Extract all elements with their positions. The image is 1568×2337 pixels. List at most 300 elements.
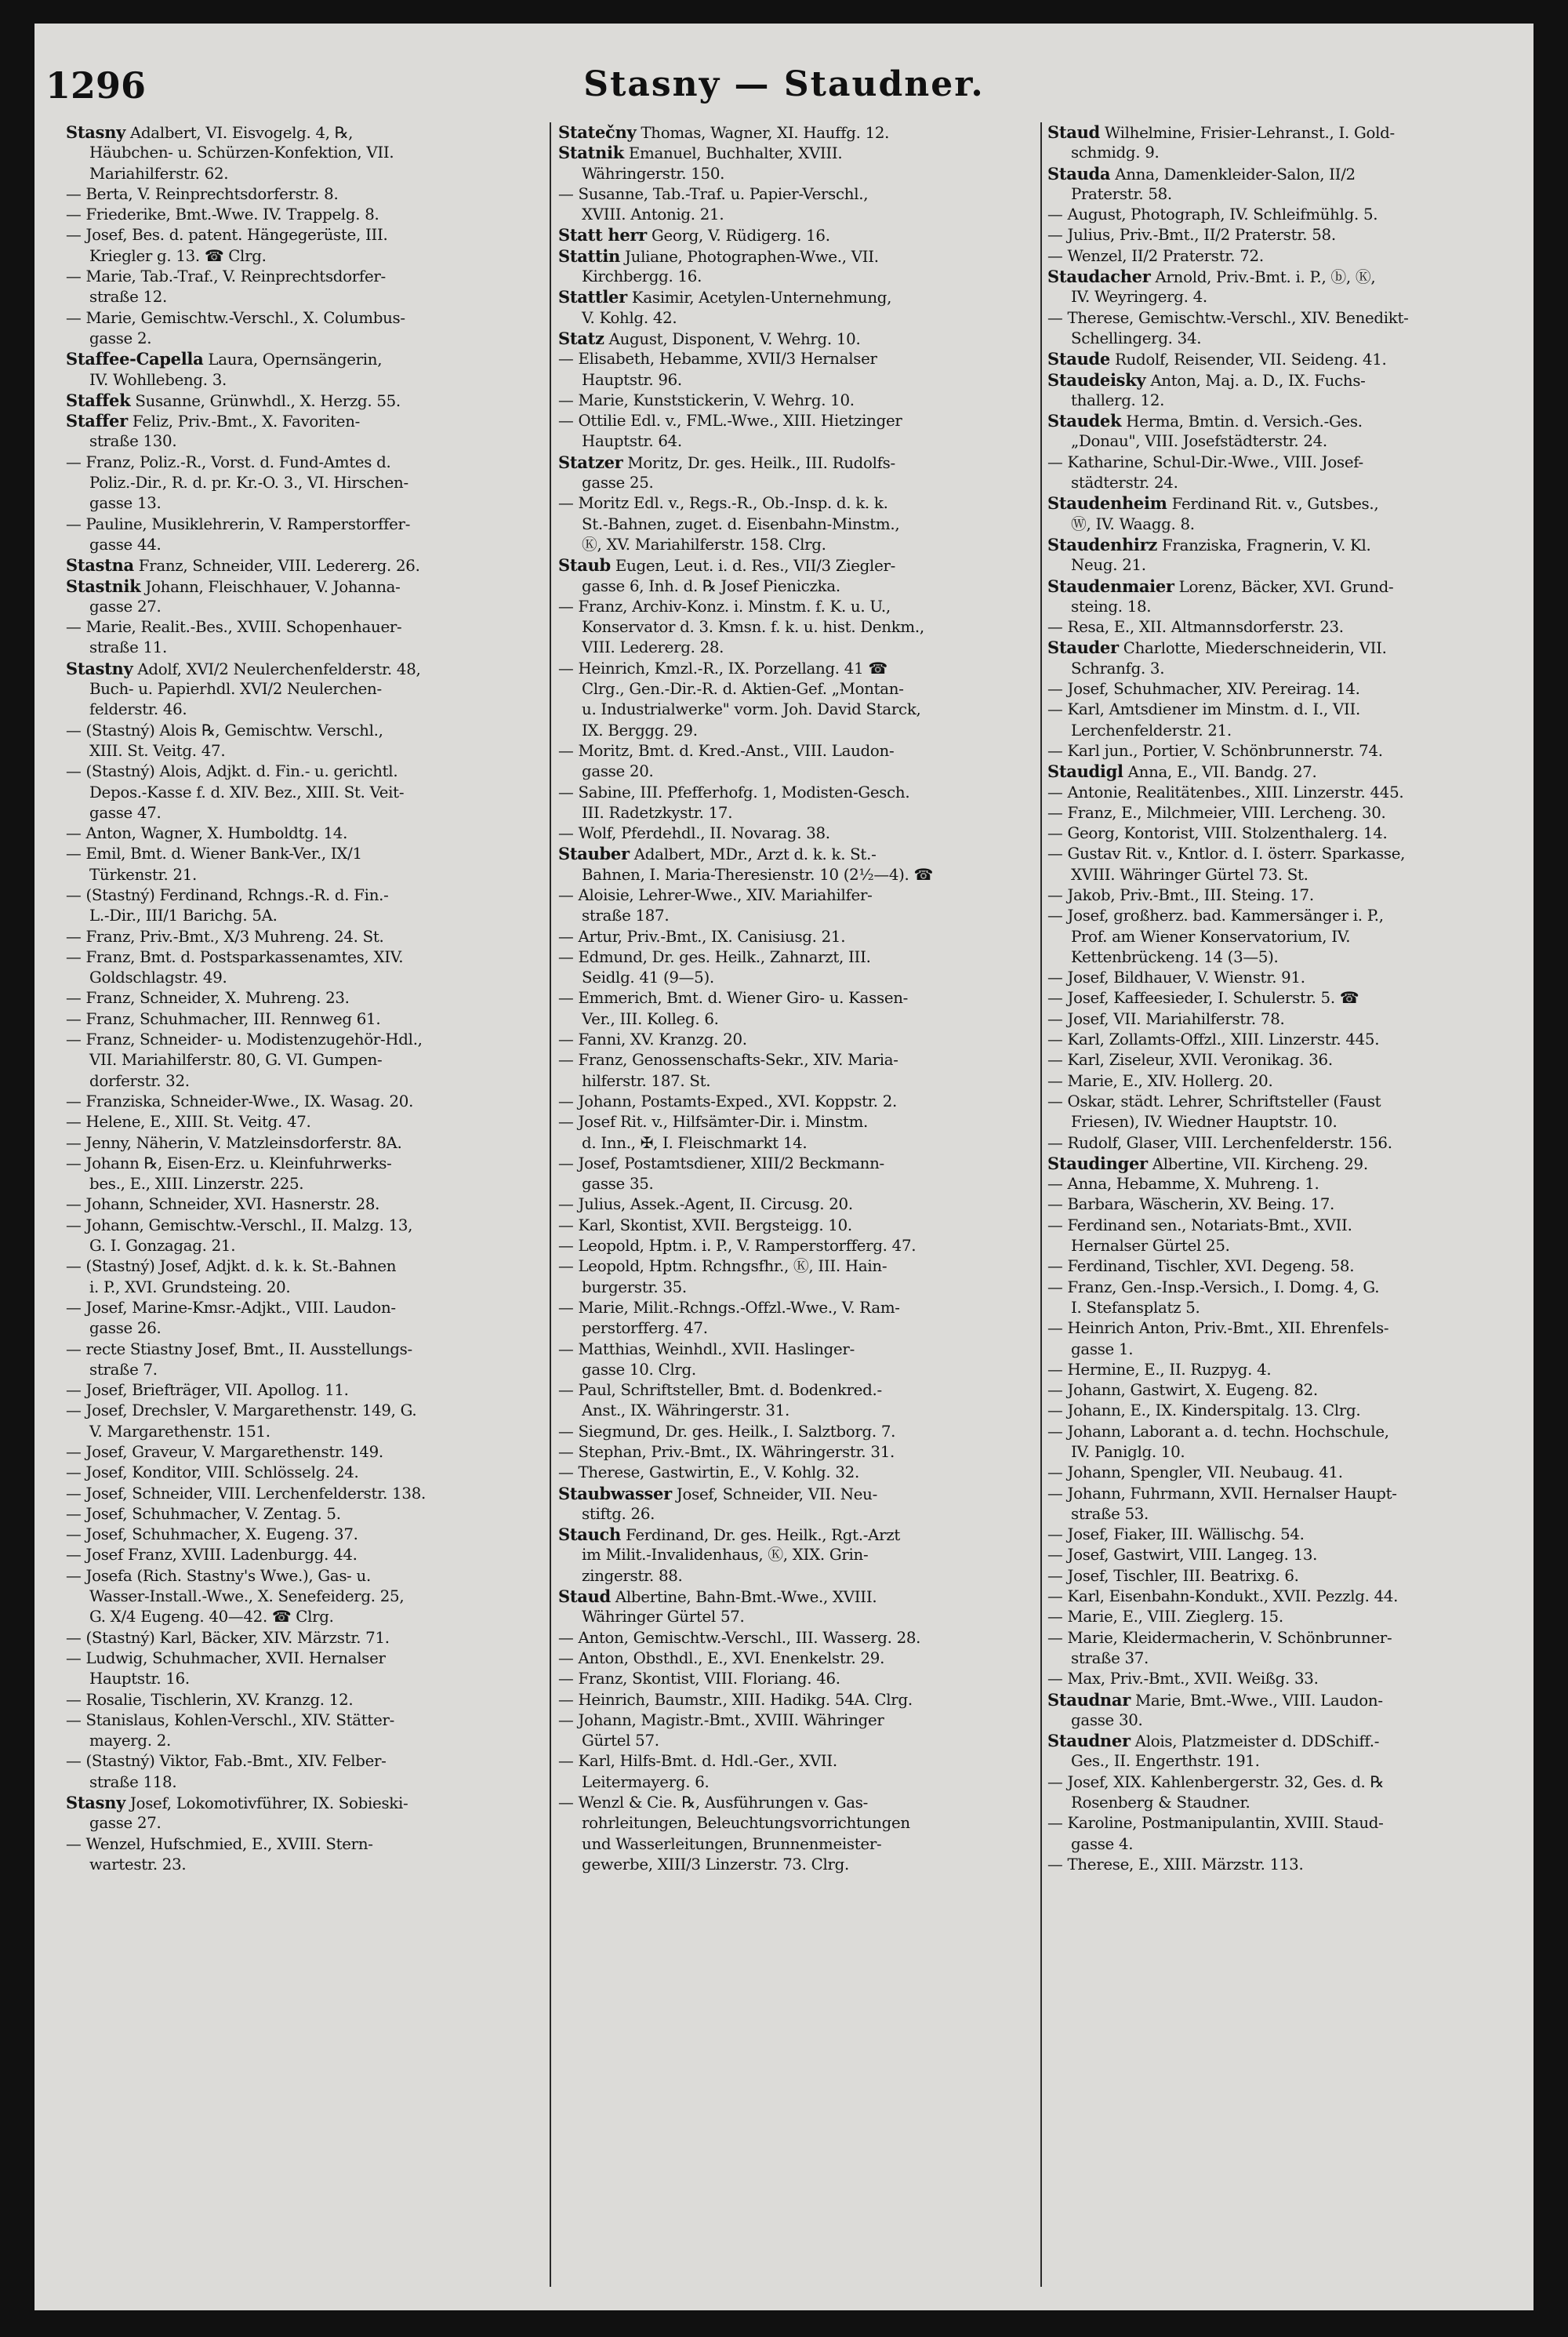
entry-continuation-line [558, 473, 1035, 493]
entry-text: — Josef, Drechsler, V. Margarethenstr. 149, G. [66, 1401, 417, 1420]
entry-text: Anton, Maj. a. D., IX. Fuchs- [1145, 371, 1366, 390]
entry-text: — Pauline, Musiklehrerin, V. Ramperstorffer- [66, 514, 411, 533]
entry-text: Bahnen, I. Maria-Theresienstr. 10 (2½—4). ☎ [582, 865, 933, 884]
entry-text: — Julius, Priv.-Bmt., II/2 Praterstr. 58. [1047, 226, 1336, 245]
entry-line [558, 184, 1035, 205]
entry-line [558, 1463, 1035, 1483]
entry-text: — Barbara, Wäscherin, XV. Being. 17. [1047, 1195, 1335, 1214]
entry-continuation-line [558, 267, 1035, 287]
entry-line [66, 617, 543, 638]
entry-continuation-line [558, 1607, 1035, 1627]
entry-text: — Ottilie Edl. v., FML.-Wwe., XIII. Hietzinger [558, 412, 902, 431]
entry-line [66, 1092, 543, 1112]
entry-text: — Marie, Realit.-Bes., XVIII. Schopenhauer- [66, 618, 402, 637]
entry-continuation-line [66, 473, 543, 493]
entry-text: im Milit.-Invalidenhaus, Ⓚ, XIX. Grin- [582, 1546, 869, 1565]
entry-continuation-line [558, 721, 1035, 741]
entry-line [66, 927, 543, 947]
entry-text: hilferstr. 187. St. [582, 1071, 711, 1090]
entry-text: Konservator d. 3. Kmsn. f. k. u. hist. Denkm., [582, 618, 924, 637]
entry-continuation-line [66, 370, 543, 391]
entry-text: Hauptstr. 64. [582, 432, 682, 451]
entry-text: Rosenberg & Staudner. [1071, 1794, 1250, 1812]
entry-line [1047, 1463, 1529, 1483]
entry-line [558, 349, 1035, 369]
entry-text: wartestr. 23. [89, 1855, 187, 1874]
entry-text: Wasser-Install.-Wwe., X. Senefeiderg. 25, [89, 1587, 405, 1606]
entry-text: Eugen, Leut. i. d. Res., VII/3 Ziegler- [610, 557, 896, 576]
entry-continuation-line [1047, 1751, 1529, 1772]
entry-text: Seidlg. 41 (9—5). [582, 969, 714, 987]
entry-text: — Josef, Postamtsdiener, XIII/2 Beckmann- [558, 1154, 884, 1172]
entry-text: Ver., III. Kolleg. 6. [582, 1009, 719, 1028]
entry-text: Buch- u. Papierhdl. XVI/2 Neulerchen- [89, 680, 382, 699]
entry-text: — Josef Franz, XVIII. Ladenburgg. 44. [66, 1546, 358, 1565]
entry-continuation-line [1047, 721, 1529, 741]
entry-text: — Berta, V. Reinprechtsdorferstr. 8. [66, 184, 339, 203]
entry-line [558, 1154, 1035, 1174]
entry-line [1047, 1401, 1529, 1421]
entry-line [558, 1298, 1035, 1318]
entry-text: — Karl, Skontist, XVII. Bergsteigg. 10. [558, 1216, 852, 1234]
entry-text: IV. Wohllebeng. 3. [89, 370, 227, 389]
surname-headword: Staudigl [1047, 761, 1123, 782]
surname-headword: Stauder [1047, 638, 1119, 658]
entry-text: — Karoline, Postmanipulantin, XVIII. Staud- [1047, 1814, 1384, 1833]
entry-text: — Therese, Gemischtw.-Verschl., XIV. Benedikt- [1047, 308, 1409, 327]
entry-continuation-line [66, 1586, 543, 1607]
surname-headword: Staudenhirz [1047, 534, 1157, 554]
entry-text: Lerchenfelderstr. 21. [1071, 721, 1232, 740]
entry-text: — Josef, Konditor, VIII. Schlösselg. 24. [66, 1463, 359, 1482]
entry-continuation-line [558, 1401, 1035, 1421]
entry-text: — Antonie, Realitätenbes., XIII. Linzerstr. 445. [1047, 783, 1404, 801]
entry-continuation-line [66, 1318, 543, 1339]
entry-text: — Wenzl & Cie. ℞, Ausführungen v. Gas- [558, 1794, 868, 1812]
directory-column-1 [66, 122, 543, 2287]
entry-text: Kriegler g. 13. ☎ Clrg. [89, 246, 267, 265]
entry-line [558, 1339, 1035, 1360]
entry-line [66, 1154, 543, 1174]
surname-headword: Staudner [1047, 1731, 1131, 1751]
entry-line [66, 1380, 543, 1401]
entry-continuation-line [558, 1545, 1035, 1565]
entry-headword-line [66, 555, 543, 576]
entry-headword-line [1047, 370, 1529, 391]
surname-headword: Stattin [558, 245, 621, 266]
entry-text: L.-Dir., III/1 Barichg. 5A. [89, 907, 278, 925]
entry-line [558, 411, 1035, 431]
entry-headword-line [1047, 164, 1529, 184]
entry-text: — Karl, Hilfs-Bmt. d. Hdl.-Ger., XVII. [558, 1752, 837, 1771]
surname-headword: Staude [1047, 349, 1110, 369]
surname-headword: Staudenmaier [1047, 576, 1174, 596]
entry-text: straße 118. [89, 1772, 177, 1791]
entry-text: — Johann, Gastwirt, X. Eugeng. 82. [1047, 1381, 1318, 1400]
entry-text: Marie, Bmt.-Wwe., VIII. Laudon- [1130, 1691, 1383, 1710]
entry-continuation-line [66, 906, 543, 926]
surname-headword: Staubwasser [558, 1483, 672, 1503]
entry-text: — Georg, Kontorist, VIII. Stolzenthalerg. 14. [1047, 824, 1388, 843]
entry-continuation-line [66, 1669, 543, 1689]
entry-text: — Marie, Kleidermacherin, V. Schönbrunner- [1047, 1628, 1392, 1647]
entry-text: — Ludwig, Schuhmacher, XVII. Hernalser [66, 1648, 386, 1667]
entry-text: — Marie, E., XIV. Hollerg. 20. [1047, 1071, 1273, 1090]
entry-text: Neug. 21. [1071, 556, 1146, 575]
entry-continuation-line [66, 1071, 543, 1092]
surname-headword: Stastny [66, 658, 133, 678]
entry-continuation-line [1047, 514, 1529, 535]
entry-text: G. X/4 Eugeng. 40—42. ☎ Clrg. [89, 1608, 334, 1626]
entry-continuation-line [1047, 927, 1529, 947]
entry-continuation-line [1047, 1442, 1529, 1463]
entry-text: i. P., XVI. Grundsteing. 20. [89, 1278, 291, 1296]
entry-text: Juliane, Photographen-Wwe., VII. [620, 247, 879, 266]
entry-text: Adalbert, MDr., Arzt d. k. k. St.- [629, 845, 877, 864]
entry-continuation-line [66, 679, 543, 700]
entry-line [66, 1442, 543, 1463]
entry-text: — Franz, Bmt. d. Postsparkassenamtes, XIV. [66, 947, 404, 966]
entry-line [1047, 885, 1529, 906]
entry-text: — Stanislaus, Kohlen-Verschl., XIV. Stätter- [66, 1710, 395, 1729]
entry-text: Thomas, Wagner, XI. Hauffg. 12. [636, 124, 890, 142]
entry-text: G. I. Gonzagag. 21. [89, 1237, 236, 1256]
entry-text: — Franz, Archiv-Konz. i. Minstm. f. K. u. U., [558, 597, 891, 616]
entry-text: — Anton, Wagner, X. Humboldtg. 14. [66, 824, 348, 843]
entry-continuation-line [66, 1855, 543, 1875]
entry-continuation-line [66, 1607, 543, 1627]
entry-continuation-line [558, 1504, 1035, 1525]
entry-text: — Resa, E., XII. Altmannsdorferstr. 23. [1047, 618, 1344, 637]
entry-text: — Matthias, Weinhdl., XVII. Haslinger- [558, 1339, 855, 1358]
entry-continuation-line [66, 143, 543, 163]
entry-continuation-line [558, 205, 1035, 225]
entry-text: — (Stastný) Viktor, Fab.-Bmt., XIV. Felber- [66, 1752, 387, 1771]
surname-headword: Statzer [558, 452, 623, 472]
entry-continuation-line [558, 617, 1035, 638]
entry-text: Währinger Gürtel 57. [582, 1608, 745, 1626]
entry-continuation-line [558, 1318, 1035, 1339]
entry-text: — Josef, XIX. Kahlenbergerstr. 32, Ges. d. ℞ [1047, 1772, 1384, 1791]
entry-text: Rudolf, Reisender, VII. Seideng. 41. [1110, 351, 1387, 369]
entry-line [1047, 225, 1529, 245]
entry-continuation-line [66, 1422, 543, 1442]
entry-continuation-line [1047, 555, 1529, 576]
entry-line [1047, 1194, 1529, 1215]
entry-text: — Rudolf, Glaser, VIII. Lerchenfelderstr. 156. [1047, 1133, 1392, 1152]
entry-line [1047, 1133, 1529, 1154]
entry-text: — Anton, Gemischtw.-Verschl., III. Wasserg. 28. [558, 1628, 921, 1647]
entry-text: — Leopold, Hptm. i. P., V. Ramperstorfferg. 47. [558, 1237, 916, 1256]
entry-line [558, 988, 1035, 1009]
entry-line [66, 1256, 543, 1277]
entry-line [1047, 1669, 1529, 1689]
entry-continuation-line [1047, 143, 1529, 163]
surname-headword: Statt herr [558, 225, 647, 245]
entry-text: V. Kohlg. 42. [582, 308, 677, 327]
entry-text: schmidg. 9. [1071, 144, 1160, 162]
entry-line [66, 947, 543, 968]
entry-text: — Marie, Milit.-Rchngs.-Offzl.-Wwe., V. Ram- [558, 1298, 900, 1317]
entry-continuation-line [558, 803, 1035, 823]
entry-text: — Johann, E., IX. Kinderspitalg. 13. Clrg. [1047, 1401, 1361, 1420]
entry-line [558, 1628, 1035, 1648]
entry-text: gasse 47. [89, 803, 162, 822]
entry-text: perstorfferg. 47. [582, 1319, 708, 1338]
entry-line [66, 1648, 543, 1669]
entry-text: — Siegmund, Dr. ges. Heilk., I. Salztborg. 7. [558, 1422, 896, 1441]
entry-text: Herma, Bmtin. d. Versich.-Ges. [1121, 413, 1363, 431]
entry-text: — Marie, E., VIII. Zieglerg. 15. [1047, 1608, 1283, 1626]
entry-text: Ⓦ, IV. Waagg. 8. [1071, 514, 1195, 533]
entry-line [1047, 1607, 1529, 1627]
entry-continuation-line [66, 164, 543, 184]
entry-text: — Josef, Schuhmacher, V. Zentag. 5. [66, 1504, 341, 1523]
entry-text: u. Industrialwerke" vorm. Joh. David Starck, [582, 700, 921, 719]
entry-text: — Johann, Fuhrmann, XVII. Hernalser Haupt- [1047, 1484, 1397, 1503]
entry-line [1047, 1586, 1529, 1607]
entry-line [1047, 1484, 1529, 1504]
entry-line [66, 267, 543, 287]
entry-line [66, 1545, 543, 1565]
surname-headword: Stasny [66, 122, 125, 142]
entry-line [66, 514, 543, 535]
surname-headword: Statečny [558, 122, 637, 142]
running-head: Stasny — Staudner. [583, 64, 985, 104]
entry-continuation-line [66, 329, 543, 349]
entry-text: gasse 30. [1071, 1710, 1143, 1729]
entry-headword-line [1047, 1154, 1529, 1174]
entry-text: Albertine, VII. Kircheng. 29. [1147, 1154, 1368, 1173]
entry-line [558, 1669, 1035, 1689]
entry-text: gasse 27. [89, 597, 162, 616]
entry-line [558, 597, 1035, 617]
entry-text: thallerg. 12. [1071, 391, 1165, 409]
entry-text: gasse 13. [89, 494, 162, 513]
entry-continuation-line [558, 679, 1035, 700]
entry-line [1047, 1545, 1529, 1565]
entry-continuation-line [558, 1566, 1035, 1586]
entry-headword-line [66, 349, 543, 369]
entry-text: — Hermine, E., II. Ruzpyg. 4. [1047, 1360, 1272, 1379]
entry-line [1047, 1855, 1529, 1875]
entry-text: gasse 35. [582, 1175, 654, 1194]
entry-line [66, 885, 543, 906]
entry-text: — Ferdinand, Tischler, XVI. Degeng. 58. [1047, 1257, 1355, 1276]
entry-text: — Heinrich, Baumstr., XIII. Hadikg. 54A. Clrg. [558, 1690, 913, 1709]
entry-continuation-line [66, 535, 543, 555]
entry-continuation-line [1047, 1298, 1529, 1318]
entry-line [1047, 1566, 1529, 1586]
entry-text: — recte Stiastny Josef, Bmt., II. Ausstellungs- [66, 1339, 412, 1358]
entry-text: XVIII. Antonig. 21. [582, 205, 724, 224]
surname-headword: Stattler [558, 287, 627, 307]
entry-text: städterstr. 24. [1071, 474, 1178, 492]
entry-line [66, 1339, 543, 1360]
entry-text: — Wenzel, Hufschmied, E., XVIII. Stern- [66, 1834, 373, 1853]
entry-continuation-line [66, 246, 543, 267]
entry-headword-line [558, 844, 1035, 864]
entry-text: — Johann, Magistr.-Bmt., XVIII. Währinger [558, 1710, 884, 1729]
entry-text: Kirchbergg. 16. [582, 267, 702, 286]
entry-text: — (Stastný) Karl, Bäcker, XIV. Märzstr. 71. [66, 1628, 390, 1647]
directory-column-3 [1047, 122, 1529, 2287]
entry-text: straße 130. [89, 432, 177, 451]
entry-headword-line [1047, 761, 1529, 782]
entry-line [66, 761, 543, 782]
entry-line [558, 493, 1035, 514]
entry-text: gewerbe, XIII/3 Linzerstr. 73. Clrg. [582, 1855, 850, 1874]
entry-line [558, 1751, 1035, 1772]
entry-line [66, 1401, 543, 1421]
entry-line [66, 452, 543, 473]
entry-line [66, 1463, 543, 1483]
entry-text: — Josef, Tischler, III. Beatrixg. 6. [1047, 1566, 1299, 1585]
entry-text: — Karl, Zollamts-Offzl., XIII. Linzerstr. 445. [1047, 1030, 1380, 1049]
surname-headword: Stauda [1047, 163, 1111, 184]
entry-line [558, 1194, 1035, 1215]
entry-continuation-line [1047, 1710, 1529, 1731]
entry-text: Arnold, Priv.-Bmt. i. P., ⓑ, Ⓚ, [1150, 268, 1376, 287]
entry-continuation-line [66, 803, 543, 823]
entry-text: gasse 27. [89, 1814, 162, 1833]
entry-line [66, 1030, 543, 1050]
entry-text: IV. Weyringerg. 4. [1071, 288, 1207, 307]
entry-text: Feliz, Priv.-Bmt., X. Favoriten- [127, 413, 361, 431]
entry-text: Ⓚ, XV. Mariahilferstr. 158. Clrg. [582, 535, 826, 554]
entry-text: Georg, V. Rüdigerg. 16. [646, 227, 830, 245]
entry-text: Clrg., Gen.-Dir.-R. d. Aktien-Gef. „Montan- [582, 680, 904, 699]
entry-text: Friesen), IV. Wiedner Hauptstr. 10. [1071, 1113, 1338, 1132]
entry-line [66, 1112, 543, 1132]
entry-text: IX. Berggg. 29. [582, 721, 698, 740]
entry-text: Praterstr. 58. [1071, 184, 1172, 203]
column-rule [550, 122, 551, 2287]
directory-page [34, 24, 1534, 2310]
entry-line [1047, 906, 1529, 926]
entry-line [558, 1030, 1035, 1050]
entry-continuation-line [1047, 1504, 1529, 1525]
entry-line [558, 659, 1035, 679]
entry-line [1047, 1256, 1529, 1277]
entry-continuation-line [66, 700, 543, 720]
entry-line [66, 1710, 543, 1731]
entry-text: — Artur, Priv.-Bmt., IX. Canisiusg. 21. [558, 927, 846, 946]
entry-text: XVIII. Währinger Gürtel 73. St. [1071, 865, 1308, 884]
entry-text: gasse 1. [1071, 1339, 1134, 1358]
entry-text: Susanne, Grünwhdl., X. Herzg. 55. [130, 391, 401, 410]
entry-text: — Josef, Marine-Kmsr.-Adjkt., VIII. Laudon- [66, 1298, 396, 1317]
entry-line [1047, 988, 1529, 1009]
entry-continuation-line [66, 1174, 543, 1194]
entry-text: straße 37. [1071, 1648, 1149, 1667]
entry-text: — Franz, Priv.-Bmt., X/3 Muhreng. 24. St. [66, 927, 384, 946]
entry-continuation-line [1047, 184, 1529, 205]
entry-headword-line [558, 287, 1035, 307]
entry-text: straße 11. [89, 638, 168, 657]
entry-continuation-line [66, 1236, 543, 1256]
entry-continuation-line [66, 968, 543, 988]
surname-headword: Staudeisky [1047, 369, 1146, 390]
entry-text: d. Inn., ✠, I. Fleischmarkt 14. [582, 1133, 808, 1152]
entry-continuation-line [66, 1813, 543, 1834]
entry-continuation-line [558, 906, 1035, 926]
entry-line [66, 225, 543, 245]
entry-headword-line [1047, 638, 1529, 658]
entry-text: — Johann, Postamts-Exped., XVI. Koppstr. 2. [558, 1092, 898, 1110]
entry-text: Mariahilferstr. 62. [89, 164, 229, 183]
entry-continuation-line [558, 1009, 1035, 1030]
entry-text: — Franz, Skontist, VIII. Floriang. 46. [558, 1670, 840, 1688]
entry-line [558, 1050, 1035, 1070]
entry-continuation-line [1047, 865, 1529, 885]
entry-continuation-line [558, 1133, 1035, 1154]
entry-continuation-line [558, 164, 1035, 184]
entry-line [66, 1484, 543, 1504]
entry-text: stiftg. 26. [582, 1504, 655, 1523]
entry-text: Franziska, Fragnerin, V. Kl. [1157, 536, 1371, 554]
entry-continuation-line [66, 287, 543, 307]
entry-line [1047, 783, 1529, 803]
entry-line [1047, 246, 1529, 267]
entry-continuation-line [558, 1772, 1035, 1793]
entry-text: — (Stastný) Alois ℞, Gemischtw. Verschl., [66, 721, 383, 740]
entry-line [1047, 1380, 1529, 1401]
entry-continuation-line [66, 1772, 543, 1793]
entry-continuation-line [66, 741, 543, 761]
entry-line [1047, 1278, 1529, 1298]
entry-headword-line [66, 1793, 543, 1813]
entry-text: — Johann ℞, Eisen-Erz. u. Kleinfuhrwerks- [66, 1154, 392, 1172]
entry-text: — Aloisie, Lehrer-Wwe., XIV. Mariahilfer- [558, 885, 873, 904]
entry-continuation-line [558, 1174, 1035, 1194]
surname-headword: Staudacher [1047, 267, 1151, 287]
entry-continuation-line [558, 514, 1035, 535]
entry-text: — Johann, Spengler, VII. Neubaug. 41. [1047, 1463, 1343, 1482]
entry-text: Charlotte, Miederschneiderin, VII. [1118, 639, 1387, 658]
entry-line [558, 1710, 1035, 1731]
entry-line [1047, 823, 1529, 844]
entry-headword-line [1047, 349, 1529, 369]
surname-headword: Staudinger [1047, 1153, 1148, 1173]
entry-continuation-line [558, 865, 1035, 885]
entry-text: — Josef, Briefträger, VII. Apollog. 11. [66, 1381, 349, 1400]
entry-text: — Fanni, XV. Kranzg. 20. [558, 1030, 747, 1049]
entry-text: Anna, Damenkleider-Salon, II/2 [1110, 165, 1356, 184]
entry-text: Hauptstr. 16. [89, 1670, 190, 1688]
entry-line [1047, 803, 1529, 823]
entry-text: — Anna, Hebamme, X. Muhreng. 1. [1047, 1175, 1319, 1194]
entry-text: August, Disponent, V. Wehrg. 10. [604, 329, 861, 348]
entry-text: — Josef, Schuhmacher, XIV. Pereirag. 14. [1047, 680, 1360, 699]
page-number: 1296 [45, 64, 147, 107]
entry-text: Währingerstr. 150. [582, 164, 725, 183]
entry-text: — Gustav Rit. v., Kntlor. d. I. österr. Sparkasse, [1047, 845, 1406, 863]
entry-text: felderstr. 46. [89, 700, 187, 719]
entry-text: XIII. St. Veitg. 47. [89, 741, 226, 760]
entry-text: — Josef, großherz. bad. Kammersänger i. P., [1047, 907, 1384, 925]
entry-headword-line [558, 1586, 1035, 1607]
entry-text: — Rosalie, Tischlerin, XV. Kranzg. 12. [66, 1690, 354, 1709]
entry-line [1047, 1772, 1529, 1793]
entry-continuation-line [558, 1731, 1035, 1751]
entry-text: straße 187. [582, 907, 670, 925]
entry-line [558, 783, 1035, 803]
surname-headword: Statz [558, 328, 604, 348]
entry-text: gasse 2. [89, 329, 152, 347]
entry-text: Kettenbrückeng. 14 (3—5). [1071, 947, 1279, 966]
entry-text: Josef, Lokomotivführer, IX. Sobieski- [125, 1794, 408, 1813]
